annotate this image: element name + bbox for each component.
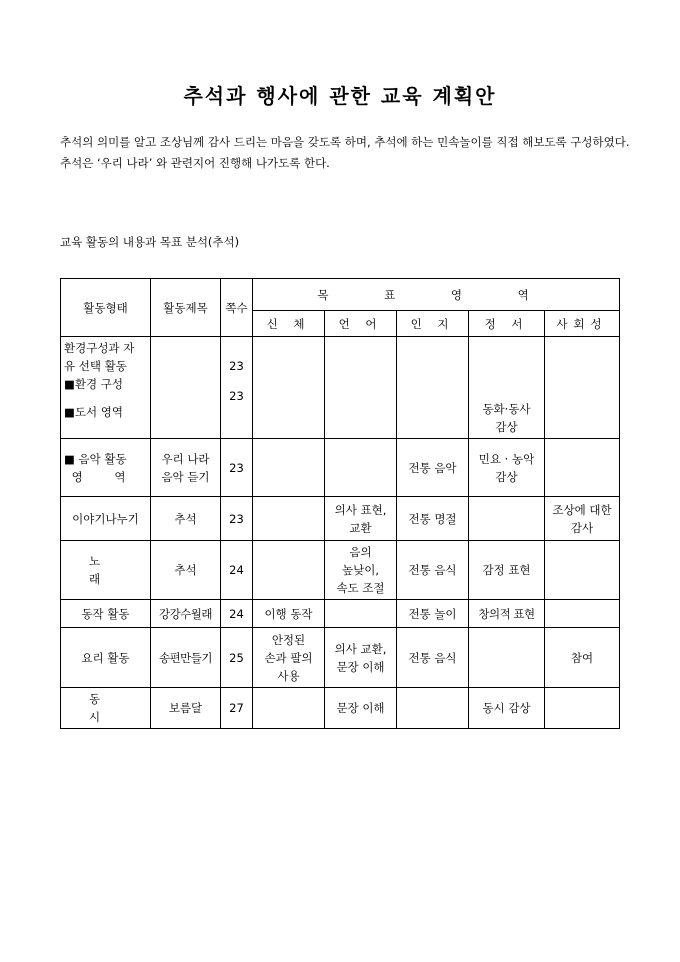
table-row	[61, 337, 620, 439]
header-activity-type: 활동형태	[61, 279, 151, 337]
cell-cognition: 전통 음악	[397, 439, 469, 497]
cell-body	[253, 497, 325, 541]
cell-line: 의사 교환,	[334, 641, 387, 656]
cell-cognition	[397, 688, 469, 729]
cell-page: 27	[221, 688, 253, 729]
cell-social	[545, 688, 620, 729]
cell-body: 이행 동작	[253, 600, 325, 628]
cell-line: 영 역	[71, 469, 140, 484]
cell-line: 감사	[570, 520, 594, 535]
cell-emotion	[469, 337, 545, 439]
cell-line: 의사 표현,	[334, 502, 387, 517]
cell-line: 23	[229, 359, 244, 373]
cell-language	[325, 337, 397, 439]
intro-line-2: 추석은 ‘우리 나라’ 와 관련지어 진행해 나가도록 한다.	[60, 156, 330, 170]
cell-line: 음악 듣기	[161, 469, 210, 484]
cell-cognition: 전통 명절	[397, 497, 469, 541]
cell-activity-type: 동작 활동	[61, 600, 151, 628]
cell-activity-type: 이야기나누기	[61, 497, 151, 541]
cell-line: 감상	[495, 420, 518, 434]
cell-line: 유 선택 활동	[64, 359, 127, 373]
cell-cognition: 전통 놀이	[397, 600, 469, 628]
cell-line: 조상에 대한	[552, 502, 612, 517]
cell-page: 23	[221, 439, 253, 497]
header-activity-title: 활동제목	[151, 279, 221, 337]
cell-line: 동화·동사	[482, 402, 531, 416]
cell-line: 교환	[349, 520, 372, 535]
table-row	[61, 439, 620, 497]
cell-social	[545, 337, 620, 439]
header-body: 신 체	[253, 311, 325, 337]
cell-language	[325, 497, 397, 541]
cell-activity-type: 동 시	[61, 688, 151, 729]
cell-cognition: 전통 음식	[397, 628, 469, 688]
cell-line: 문장 이해	[336, 659, 385, 674]
cell-line: 사용	[277, 668, 300, 683]
cell-body	[253, 688, 325, 729]
cell-activity-title: 송편만들기	[151, 628, 221, 688]
header-language: 언 어	[325, 311, 397, 337]
header-page: 쪽수	[221, 279, 253, 337]
cell-activity-title: 강강수월래	[151, 600, 221, 628]
header-goal-area: 목 표 영 역	[253, 279, 620, 311]
cell-body	[253, 337, 325, 439]
cell-activity-title	[151, 439, 221, 497]
cell-social	[545, 600, 620, 628]
page-title: 추석과 행사에 관한 교육 계획안	[183, 84, 497, 108]
cell-emotion: 감정 표현	[469, 541, 545, 600]
cell-emotion: 동시 감상	[469, 688, 545, 729]
table-row	[61, 688, 620, 729]
cell-emotion: 창의적 표현	[469, 600, 545, 628]
cell-line: 안정된	[271, 632, 306, 647]
cell-page	[221, 337, 253, 439]
header-row-1	[61, 279, 620, 311]
cell-page: 24	[221, 600, 253, 628]
cell-activity-type	[61, 337, 151, 439]
cell-page: 25	[221, 628, 253, 688]
cell-language	[325, 628, 397, 688]
cell-page: 23	[221, 497, 253, 541]
cell-line: 23	[229, 389, 244, 403]
cell-emotion	[469, 439, 545, 497]
cell-line: 감상	[495, 469, 518, 484]
cell-line: 우리 나라	[161, 451, 210, 466]
cell-page: 24	[221, 541, 253, 600]
cell-emotion	[469, 497, 545, 541]
cell-social	[545, 439, 620, 497]
cell-line: 속도 조절	[336, 581, 385, 595]
table-row	[61, 497, 620, 541]
header-emotion: 정 서	[469, 311, 545, 337]
cell-body	[253, 439, 325, 497]
cell-line: ■환경 구성	[64, 377, 123, 391]
cell-line: ■도서 영역	[64, 405, 123, 419]
cell-line: 높낮이,	[342, 563, 379, 577]
table-row	[61, 541, 620, 600]
cell-language	[325, 600, 397, 628]
intro-text	[60, 132, 630, 174]
cell-language	[325, 439, 397, 497]
cell-line: 손과 팔의	[264, 650, 313, 665]
cell-line: 민요 · 농악	[478, 451, 535, 466]
cell-social	[545, 497, 620, 541]
cell-line: 음의	[349, 545, 372, 559]
cell-activity-title: 추석	[151, 497, 221, 541]
cell-language: 문장 이해	[325, 688, 397, 729]
header-cognition: 인 지	[397, 311, 469, 337]
cell-social: 참여	[545, 628, 620, 688]
cell-language	[325, 541, 397, 600]
cell-activity-title	[151, 337, 221, 439]
cell-activity-type: 노 래	[61, 541, 151, 600]
cell-emotion	[469, 628, 545, 688]
table-row	[61, 628, 620, 688]
cell-activity-title: 추석	[151, 541, 221, 600]
cell-line: ■ 음악 활동	[64, 451, 127, 466]
cell-cognition: 전통 음식	[397, 541, 469, 600]
cell-activity-title: 보름달	[151, 688, 221, 729]
plan-table	[60, 278, 620, 729]
cell-line: 환경구성과 자	[64, 341, 135, 355]
table-row	[61, 600, 620, 628]
cell-activity-type: 요리 활동	[61, 628, 151, 688]
intro-line-1: 추석의 의미를 알고 조상님께 감사 드리는 마음을 갖도록 하며, 추석에 하는 민속놀이를 직접 해보도록 구성하였다.	[60, 135, 630, 149]
cell-cognition	[397, 337, 469, 439]
section-label: 교육 활동의 내용과 목표 분석(추석)	[60, 235, 240, 249]
cell-body	[253, 541, 325, 600]
cell-body	[253, 628, 325, 688]
header-social: 사회성	[545, 311, 620, 337]
cell-social	[545, 541, 620, 600]
cell-activity-type	[61, 439, 151, 497]
